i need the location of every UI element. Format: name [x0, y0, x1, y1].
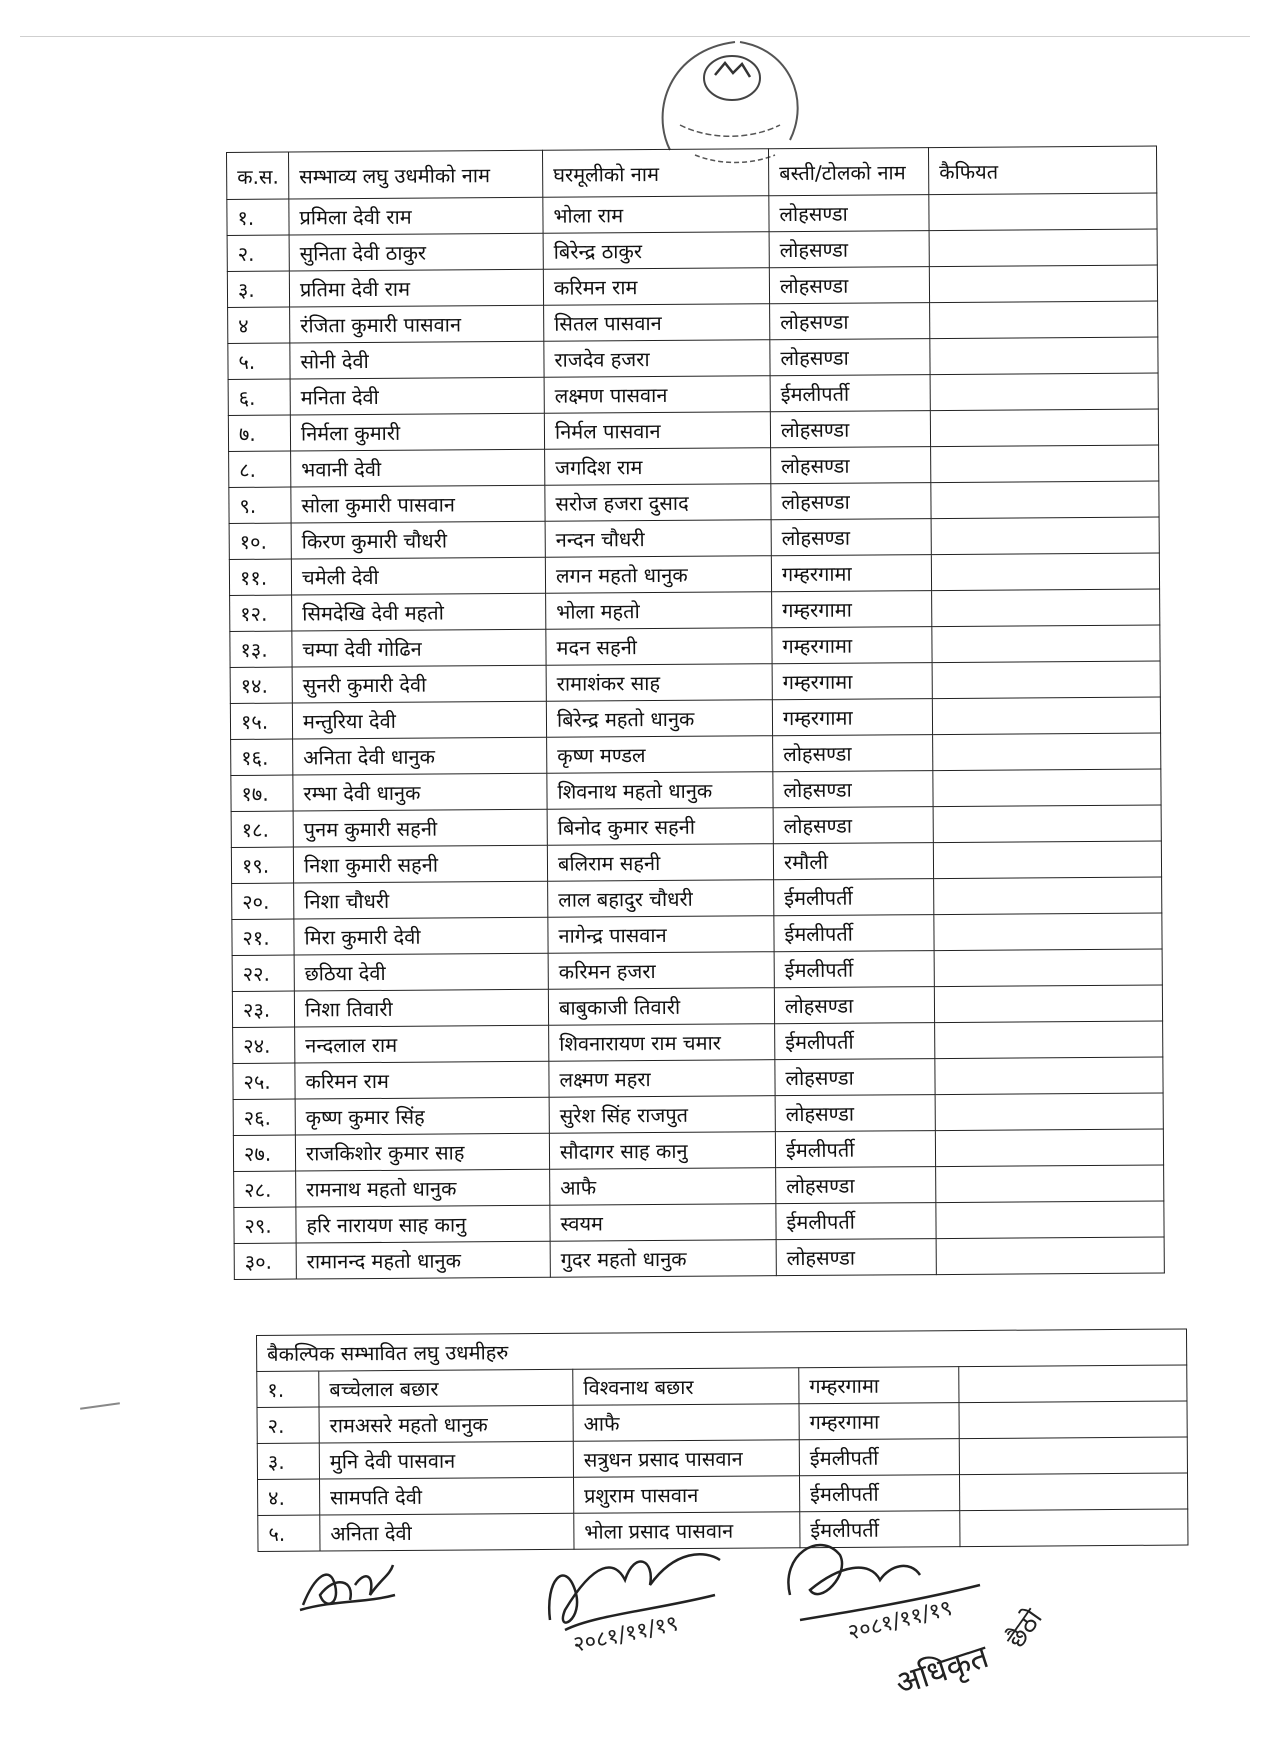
header-entrepreneur-name: सम्भाव्य लघु उधमीको नाम [289, 150, 543, 199]
cell-household-head: मदन सहनी [546, 628, 772, 666]
cell-entrepreneur-name: सामपति देवी [320, 1477, 574, 1515]
cell-remarks [934, 877, 1162, 915]
cell-settlement: ईमलीपर्ती [774, 915, 934, 952]
cell-entrepreneur-name: प्रमिला देवी राम [289, 197, 543, 235]
cell-household-head: प्रशुराम पासवान [574, 1476, 800, 1514]
cell-remarks [929, 193, 1157, 231]
cell-serial: २. [257, 1407, 319, 1443]
cell-settlement: गम्हरगामा [799, 1367, 959, 1404]
cell-household-head: लाल बहादुर चौधरी [548, 880, 774, 918]
cell-household-head: बलिराम सहनी [547, 844, 773, 882]
cell-serial: २६. [233, 1099, 295, 1135]
cell-remarks [931, 481, 1159, 519]
cell-settlement: लोहसण्डा [770, 303, 930, 340]
signature-3-date: २०८१/११/१९ [845, 1595, 955, 1645]
cell-serial: १. [257, 1371, 319, 1407]
cell-settlement: लोहसण्डा [776, 1167, 936, 1204]
cell-remarks [960, 1509, 1188, 1547]
cell-household-head: करिमन राम [543, 268, 769, 306]
cell-serial: ३. [227, 271, 289, 307]
cell-entrepreneur-name: रामअसरे महतो धानुक [319, 1405, 573, 1443]
cell-entrepreneur-name: भवानी देवी [291, 449, 545, 487]
cell-settlement: गम्हरगामा [772, 663, 932, 700]
cell-entrepreneur-name: कृष्ण कुमार सिंह [295, 1097, 549, 1135]
cell-remarks [935, 1129, 1163, 1167]
cell-household-head: सुरेश सिंह राजपुत [549, 1096, 775, 1134]
cell-household-head: सरोज हजरा दुसाद [545, 484, 771, 522]
cell-remarks [935, 1057, 1163, 1095]
cell-entrepreneur-name: चम्पा देवी गोढिन [292, 629, 546, 667]
cell-serial: १७. [231, 775, 293, 811]
cell-serial: २८. [234, 1171, 296, 1207]
cell-remarks [933, 805, 1161, 843]
table-header-row [227, 146, 1157, 199]
cell-entrepreneur-name: रम्भा देवी धानुक [293, 773, 547, 811]
cell-household-head: नागेन्द्र पासवान [548, 916, 774, 954]
cell-serial: ७. [228, 415, 290, 451]
cell-entrepreneur-name: मन्तुरिया देवी [292, 701, 546, 739]
cell-remarks [931, 553, 1159, 591]
cell-serial: १२. [230, 595, 292, 631]
signature-1 [295, 1555, 400, 1615]
header-household-head: घरमूलीको नाम [542, 149, 768, 198]
cell-remarks [935, 1093, 1163, 1131]
cell-serial: ५. [228, 343, 290, 379]
cell-household-head: राजदेव हजरा [544, 340, 770, 378]
cell-remarks [932, 589, 1160, 627]
cell-serial: ११. [229, 559, 291, 595]
cell-entrepreneur-name: मनिता देवी [290, 377, 544, 415]
header-settlement: बस्ती/टोलको नाम [768, 148, 928, 196]
cell-settlement: लोहसण्डा [769, 195, 929, 232]
cell-remarks [929, 229, 1157, 267]
cell-serial: ६. [228, 379, 290, 415]
cell-remarks [930, 409, 1158, 447]
cell-entrepreneur-name: करिमन राम [295, 1061, 549, 1099]
cell-remarks [930, 337, 1158, 375]
alternate-table [256, 1329, 1189, 1552]
cell-settlement: गम्हरगामा [771, 555, 931, 592]
cell-remarks [934, 913, 1162, 951]
cell-settlement: ईमलीपर्ती [775, 1023, 935, 1060]
cell-entrepreneur-name: सोला कुमारी पासवान [291, 485, 545, 523]
cell-settlement: ईमलीपर्ती [775, 1131, 935, 1168]
cell-remarks [933, 841, 1161, 879]
cell-remarks [930, 373, 1158, 411]
cell-serial: १४. [230, 667, 292, 703]
cell-household-head: विश्वनाथ बछार [573, 1368, 799, 1406]
cell-entrepreneur-name: किरण कुमारी चौधरी [291, 521, 545, 559]
cell-remarks [934, 985, 1162, 1023]
alternate-section-title: बैकल्पिक सम्भावित लघु उधमीहरु [257, 1329, 1187, 1371]
cell-serial: १०. [229, 523, 291, 559]
cell-settlement: लोहसण्डा [769, 267, 929, 304]
cell-household-head: नन्दन चौधरी [545, 520, 771, 558]
header-serial: क.स. [227, 152, 289, 199]
cell-household-head: निर्मल पासवान [544, 412, 770, 450]
cell-remarks [934, 949, 1162, 987]
cell-entrepreneur-name: सोनी देवी [290, 341, 544, 379]
cell-serial: १५. [230, 703, 292, 739]
cell-household-head: गुदर महतो धानुक [550, 1240, 776, 1278]
cell-household-head: जगदिश राम [545, 448, 771, 486]
cell-remarks [933, 733, 1161, 771]
cell-household-head: लक्ष्मण महरा [549, 1060, 775, 1098]
cell-remarks [936, 1237, 1164, 1275]
cell-settlement: गम्हरगामा [772, 591, 932, 628]
cell-settlement: लोहसण्डा [775, 1059, 935, 1096]
signature-2 [535, 1540, 730, 1660]
cell-remarks [936, 1165, 1164, 1203]
cell-household-head: बिरेन्द्र महतो धानुक [546, 700, 772, 738]
cell-entrepreneur-name: छठिया देवी [294, 953, 548, 991]
officer-extra-word: छैठो [1001, 1603, 1049, 1655]
cell-entrepreneur-name: रामनाथ महतो धानुक [296, 1169, 550, 1207]
cell-remarks [959, 1401, 1187, 1439]
cell-household-head: सौदागर साह कानु [549, 1132, 775, 1170]
cell-serial: २५. [233, 1063, 295, 1099]
cell-household-head: सत्रुधन प्रसाद पासवान [573, 1440, 799, 1478]
cell-settlement: ईमलीपर्ती [799, 1439, 959, 1476]
cell-settlement: लोहसण्डा [771, 483, 931, 520]
cell-settlement: ईमलीपर्ती [799, 1475, 959, 1512]
cell-household-head: रामाशंकर साह [546, 664, 772, 702]
cell-serial: ४ [228, 307, 290, 343]
cell-settlement: लोहसण्डा [771, 447, 931, 484]
cell-remarks [936, 1201, 1164, 1239]
cell-serial: २. [227, 235, 289, 271]
cell-serial: १९. [231, 847, 293, 883]
cell-remarks [931, 517, 1159, 555]
cell-settlement: लोहसण्डा [774, 987, 934, 1024]
cell-entrepreneur-name: चमेली देवी [291, 557, 545, 595]
cell-serial: २२. [232, 955, 294, 991]
cell-remarks [959, 1473, 1187, 1511]
cell-serial: १. [227, 199, 289, 235]
cell-entrepreneur-name: अनिता देवी [320, 1513, 574, 1551]
cell-serial: २३. [232, 991, 294, 1027]
cell-entrepreneur-name: सिमदेखि देवी महतो [292, 593, 546, 631]
cell-entrepreneur-name: रंजिता कुमारी पासवान [290, 305, 544, 343]
cell-settlement: लोहसण्डा [773, 735, 933, 772]
signature-4 [880, 1570, 1100, 1710]
cell-household-head: शिवनाथ महतो धानुक [547, 772, 773, 810]
cell-settlement: गम्हरगामा [772, 627, 932, 664]
cell-settlement: गम्हरगामा [772, 699, 932, 736]
cell-serial: २४. [233, 1027, 295, 1063]
cell-settlement: ईमलीपर्ती [800, 1511, 960, 1548]
cell-household-head: आफै [573, 1404, 799, 1442]
cell-serial: ३. [257, 1443, 319, 1479]
cell-serial: २७. [233, 1135, 295, 1171]
cell-household-head: बाबुकाजी तिवारी [548, 988, 774, 1026]
cell-household-head: सितल पासवान [544, 304, 770, 342]
cell-entrepreneur-name: बच्चेलाल बछार [319, 1369, 573, 1407]
cell-entrepreneur-name: सुनरी कुमारी देवी [292, 665, 546, 703]
cell-settlement: लोहसण्डा [771, 519, 931, 556]
cell-remarks [959, 1437, 1187, 1475]
cell-serial: ९. [229, 487, 291, 523]
cell-entrepreneur-name: अनिता देवी धानुक [293, 737, 547, 775]
cell-serial: ८. [229, 451, 291, 487]
cell-settlement: ईमलीपर्ती [774, 951, 934, 988]
signature-scribble-icon [295, 1555, 400, 1615]
cell-household-head: शिवनारायण राम चमार [549, 1024, 775, 1062]
cell-remarks [931, 445, 1159, 483]
cell-entrepreneur-name: रामानन्द महतो धानुक [296, 1241, 550, 1279]
cell-serial: ३०. [234, 1243, 296, 1279]
cell-entrepreneur-name: नन्दलाल राम [295, 1025, 549, 1063]
beneficiary-table [226, 146, 1165, 1280]
cell-entrepreneur-name: सुनिता देवी ठाकुर [289, 233, 543, 271]
cell-household-head: लक्ष्मण पासवान [544, 376, 770, 414]
table-row [234, 1237, 1164, 1279]
cell-serial: ४. [258, 1479, 320, 1515]
cell-settlement: लोहसण्डा [773, 807, 933, 844]
cell-settlement: लोहसण्डा [773, 771, 933, 808]
cell-serial: १३. [230, 631, 292, 667]
cell-remarks [933, 769, 1161, 807]
cell-serial: १८. [231, 811, 293, 847]
cell-remarks [930, 301, 1158, 339]
cell-entrepreneur-name: मुनि देवी पासवान [319, 1441, 573, 1479]
cell-entrepreneur-name: राजकिशोर कुमार साह [295, 1133, 549, 1171]
signature-2-date: २०८१/११/१९ [571, 1611, 681, 1658]
stray-mark [80, 1402, 120, 1410]
officer-title: अधिकृत [890, 1637, 994, 1703]
cell-entrepreneur-name: मिरा कुमारी देवी [294, 917, 548, 955]
cell-settlement: गम्हरगामा [799, 1403, 959, 1440]
cell-settlement: ईमलीपर्ती [770, 375, 930, 412]
cell-household-head: भोला राम [543, 196, 769, 234]
cell-settlement: लोहसण्डा [776, 1239, 936, 1276]
cell-entrepreneur-name: निशा चौधरी [294, 881, 548, 919]
cell-remarks [929, 265, 1157, 303]
cell-household-head: कृष्ण मण्डल [547, 736, 773, 774]
cell-entrepreneur-name: हरि नारायण साह कानु [296, 1205, 550, 1243]
cell-settlement: लोहसण्डा [770, 411, 930, 448]
cell-remarks [932, 697, 1160, 735]
cell-entrepreneur-name: निर्मला कुमारी [290, 413, 544, 451]
cell-settlement: लोहसण्डा [770, 339, 930, 376]
cell-serial: २०. [232, 883, 294, 919]
cell-household-head: भोला महतो [546, 592, 772, 630]
cell-serial: २९. [234, 1207, 296, 1243]
cell-serial: २१. [232, 919, 294, 955]
cell-serial: ५. [258, 1515, 320, 1551]
cell-entrepreneur-name: निशा कुमारी सहनी [293, 845, 547, 883]
cell-serial: १६. [231, 739, 293, 775]
cell-entrepreneur-name: प्रतिमा देवी राम [289, 269, 543, 307]
scan-edge-line [20, 36, 1250, 37]
cell-entrepreneur-name: पुनम कुमारी सहनी [293, 809, 547, 847]
cell-settlement: लोहसण्डा [769, 231, 929, 268]
cell-entrepreneur-name: निशा तिवारी [294, 989, 548, 1027]
cell-household-head: करिमन हजरा [548, 952, 774, 990]
cell-remarks [959, 1365, 1187, 1403]
cell-settlement: ईमलीपर्ती [774, 879, 934, 916]
cell-household-head: भोला प्रसाद पासवान [574, 1512, 800, 1550]
cell-settlement: ईमलीपर्ती [776, 1203, 936, 1240]
cell-household-head: आफै [550, 1168, 776, 1206]
cell-household-head: बिरेन्द्र ठाकुर [543, 232, 769, 270]
cell-settlement: लोहसण्डा [775, 1095, 935, 1132]
cell-remarks [932, 625, 1160, 663]
cell-remarks [932, 661, 1160, 699]
cell-household-head: बिनोद कुमार सहनी [547, 808, 773, 846]
signature-scribble-icon [535, 1540, 730, 1660]
header-remarks: कैफियत [928, 146, 1156, 195]
officer-signature-icon [880, 1570, 1100, 1710]
cell-household-head: लगन महतो धानुक [545, 556, 771, 594]
cell-settlement: रमौली [773, 843, 933, 880]
cell-household-head: स्वयम [550, 1204, 776, 1242]
cell-remarks [935, 1021, 1163, 1059]
